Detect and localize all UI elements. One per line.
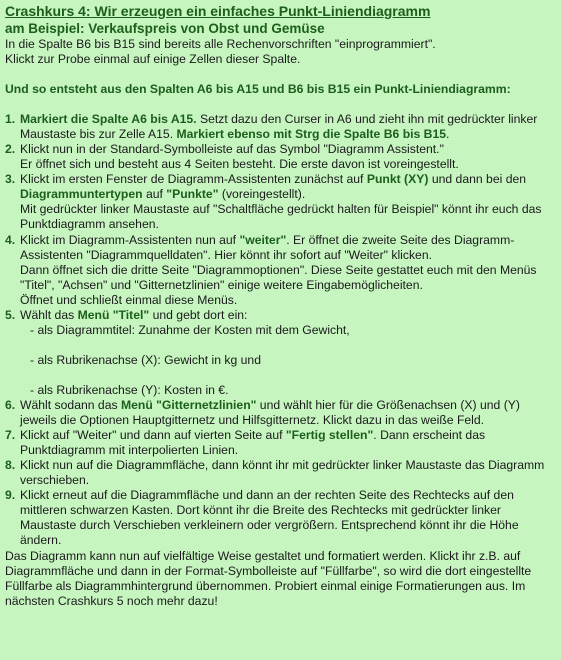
step-text: Setzt dazu den Curser in A6 und zieht ihn mit gedrückter linker Maustaste bis zur Zelle A15. xyxy=(20,112,538,142)
step-item xyxy=(5,233,557,308)
steps-list xyxy=(5,112,557,548)
step-highlight: "Punkte" xyxy=(166,187,219,202)
step-number: 1. xyxy=(5,112,16,127)
step-highlight: "Fertig stellen" xyxy=(285,428,374,443)
step-text: auf xyxy=(142,187,167,202)
step-item xyxy=(5,428,557,458)
step-item xyxy=(5,488,557,548)
step-highlight: "weiter" xyxy=(239,232,287,247)
step-text: und gebt dort ein: xyxy=(149,307,248,322)
step-text: - als Rubrikenachse (Y): Kosten in €. xyxy=(30,382,229,397)
step-text: - als Rubrikenachse (X): Gewicht in kg und xyxy=(30,352,261,367)
step-text: Dann öffnet sich die dritte Seite "Diagrammoptionen". Diese Seite gestattet euch mit den Menüs "Titel", "Achsen" und "Gitternetzlinien" einige weitere Eingabemöglicheiten. xyxy=(20,262,537,292)
step-text: . xyxy=(446,127,450,142)
step-item xyxy=(5,112,557,142)
intro-line-1: In die Spalte B6 bis B15 sind bereits alle Rechenvorschriften "einprogrammiert". xyxy=(5,37,436,51)
step-number: 9. xyxy=(5,488,16,503)
step-text: Klickt im ersten Fenster de Diagramm-Assistenten zunächst auf xyxy=(20,172,367,187)
step-item xyxy=(5,398,557,428)
step-text: Mit gedrückter linker Maustaste auf "Schaltfläche gedrückt halten für Beispiel" könnt ihr euch das Punktdiagramm ansehen. xyxy=(20,202,542,232)
step-text: Öffnet und schließt einmal diese Menüs. xyxy=(20,292,238,307)
step-text: Klickt erneut auf die Diagrammfläche und dann an der rechten Seite des Rechtecks auf den mittleren schwarzen Kasten. Dort könnt ihr die Breite des Rechtecks mit gedrückter linker Maustaste durch Verschieben verkleinern oder vergrößern. Entsprechend könnt ihr die Höhe ändern. xyxy=(20,488,519,548)
step-item xyxy=(5,458,557,488)
step-text: (voreingestellt). xyxy=(218,187,306,202)
spacer xyxy=(5,97,557,112)
step-number: 4. xyxy=(5,232,16,247)
step-number: 8. xyxy=(5,458,16,473)
step-text: Er öffnet sich und besteht aus 4 Seiten besteht. Die erste davon ist voreingestellt. xyxy=(20,157,459,172)
step-highlight: Menü "Gitternetzlinien" xyxy=(120,398,257,413)
step-highlight: Markiert die Spalte A6 bis A15. xyxy=(20,112,197,127)
step-highlight: Menü "Titel" xyxy=(77,307,150,322)
intro-line-2: Klickt zur Probe einmal auf einige Zellen dieser Spalte. xyxy=(5,52,301,67)
step-text: und dann bei den xyxy=(428,172,527,187)
page-subtitle: am Beispiel: Verkaufspreis von Obst und Gemüse xyxy=(5,21,325,36)
step-highlight: Punkt (XY) xyxy=(366,172,429,187)
step-number: 7. xyxy=(5,428,16,443)
step-text: und wählt hier für die Größenachsen (X) und (Y) jeweils die Optionen Hauptgitternetz und Hilfsgitternetz. Klickt dazu in das weiße Feld. xyxy=(20,398,520,428)
step-number: 6. xyxy=(5,398,16,413)
step-highlight: Markiert ebenso mit Strg die Spalte B6 bis B15 xyxy=(176,127,447,142)
step-text: Klickt nun auf die Diagrammfläche, dann könnt ihr mit gedrückter linker Maustaste das Diagramm verschieben. xyxy=(20,458,545,488)
step-item xyxy=(5,308,557,398)
step-number: 2. xyxy=(5,142,16,157)
step-number: 5. xyxy=(5,307,16,322)
step-text: . Er öffnet die zweite Seite des Diagramm-Assistenten "Diagrammquelldaten". Hier könnt ihr sofort auf "Weiter" klicken. xyxy=(20,232,515,262)
step-item xyxy=(5,172,557,232)
step-text: Klickt auf "Weiter" und dann auf vierten Seite auf xyxy=(20,428,286,443)
step-highlight: Diagrammuntertypen xyxy=(20,187,143,202)
step-item xyxy=(5,142,557,172)
page-title: Crashkurs 4: Wir erzeugen ein einfaches Punkt-Liniendiagramm xyxy=(5,3,431,19)
outro-paragraph: Das Diagramm kann nun auf vielfältige Weise gestaltet und formatiert werden. Klickt ihr z.B. auf Diagrammfläche und dann in der Format-Symbolleiste auf "Füllfarbe", so wird die dort eingestellte Füllfarbe als Diagrammhintergrund übernommen. Probiert einmal einige Formatierungen aus. Im nächsten Crashkurs 5 noch mehr dazu! xyxy=(5,548,532,608)
step-number: 3. xyxy=(5,172,16,187)
section-lead: Und so entsteht aus den Spalten A6 bis A15 und B6 bis B15 ein Punkt-Liniendiagramm: xyxy=(5,82,511,97)
step-text: . Dann erscheint das Punktdiagramm mit interpolierten Linien. xyxy=(20,428,486,458)
step-text: Wählt sodann das xyxy=(20,398,121,413)
step-text: Wählt das xyxy=(20,307,78,322)
step-text: - als Diagrammtitel: Zunahme der Kosten mit dem Gewicht, xyxy=(30,322,350,337)
spacer xyxy=(5,67,557,82)
step-text: Klickt im Diagramm-Assistenten nun auf xyxy=(20,232,240,247)
step-text: Klickt nun in der Standard-Symbolleiste auf das Symbol "Diagramm Assistent." xyxy=(20,142,444,157)
